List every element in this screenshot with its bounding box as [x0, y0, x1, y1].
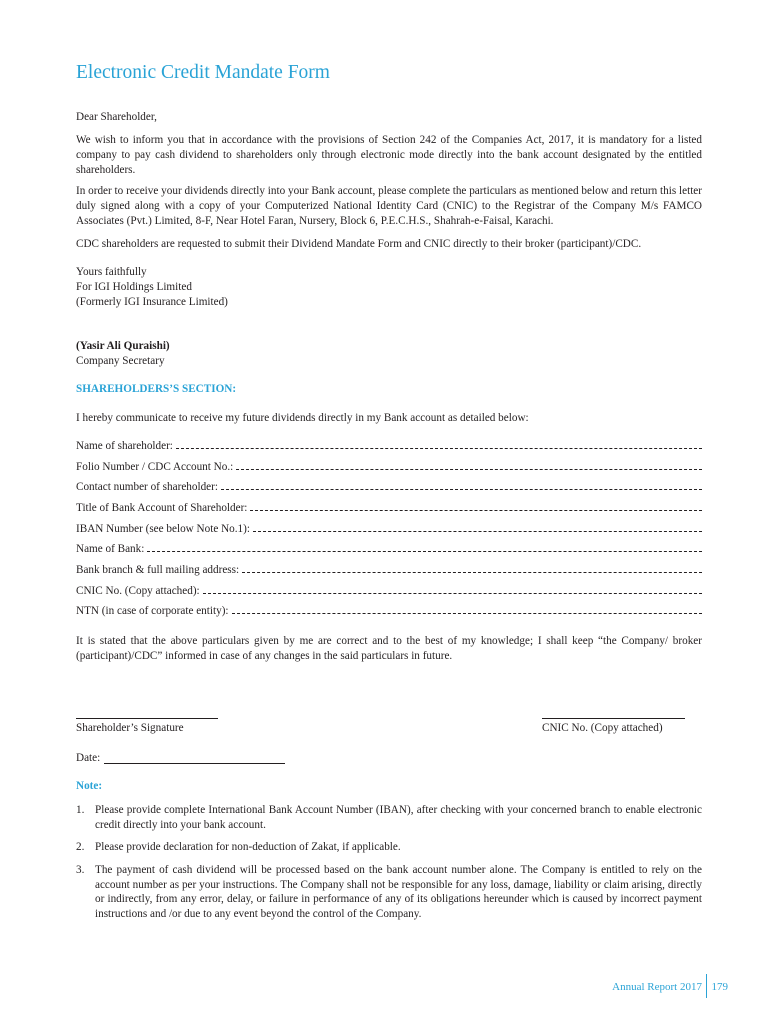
field-ntn[interactable] — [76, 605, 702, 621]
field-label: Folio Number / CDC Account No.: — [76, 461, 234, 473]
field-label: Name of shareholder: — [76, 440, 173, 452]
fill-line[interactable] — [147, 543, 702, 552]
note-number: 2. — [76, 841, 85, 853]
field-label: NTN (in case of corporate entity): — [76, 605, 229, 617]
field-label: Title of Bank Account of Shareholder: — [76, 502, 248, 514]
salutation: Dear Shareholder, — [76, 111, 157, 123]
date-label: Date: — [76, 752, 101, 764]
field-bank-name[interactable] — [76, 543, 702, 559]
section-intro: I hereby communicate to receive my future dividends directly in my Bank account as detailed below: — [76, 412, 529, 424]
field-label: Name of Bank: — [76, 543, 145, 555]
fill-line[interactable] — [253, 523, 702, 532]
company-name: For IGI Holdings Limited — [76, 281, 192, 293]
signature-label: Shareholder’s Signature — [76, 722, 184, 734]
list-item — [76, 840, 702, 855]
fill-line[interactable] — [250, 502, 702, 511]
note-text: The payment of cash dividend will be processed based on the bank account number alone. The Company is entitled to rely on the account number as per your instructions. The Company shall not be responsible for any loss, damage, liability or claim arising, directly or indirectly, from any error, delay, or failure in performance of any of its obligations hereunder which is caused by incorrect payment instructions and /or due to any event beyond the control of the Company. — [95, 864, 702, 920]
declaration-paragraph: It is stated that the above particulars given by me are correct and to the best of my knowledge; I shall keep “the Company/ broker (participant)/CDC” informed in case of any changes in the said particulars in future. — [76, 635, 702, 663]
fill-line[interactable] — [236, 461, 702, 470]
page-number: 179 — [711, 981, 728, 993]
note-text: Please provide declaration for non-deduction of Zakat, if applicable. — [95, 841, 401, 853]
field-label: Bank branch & full mailing address: — [76, 564, 240, 576]
former-name: (Formerly IGI Insurance Limited) — [76, 296, 228, 308]
form-title: Electronic Credit Mandate Form — [76, 62, 330, 83]
cnic-line[interactable] — [542, 718, 685, 719]
signatory-name: (Yasir Ali Quraishi) — [76, 340, 170, 352]
field-name-of-shareholder[interactable] — [76, 440, 702, 456]
report-name: Annual Report 2017 — [612, 981, 702, 993]
field-label: CNIC No. (Copy attached): — [76, 585, 200, 597]
page-footer — [560, 978, 730, 998]
note-heading: Note: — [76, 780, 103, 792]
fill-line[interactable] — [232, 605, 702, 614]
instructions-paragraph: In order to receive your dividends directly into your Bank account, please complete the particulars as mentioned below and return this letter duly signed along with a copy of your Computerized National Identity Card (CNIC) to the Registrar of the Company M/s FAMCO Associates (Pvt.) Limited, 8-F, Near Hotel Faran, Nursery, Block 6, P.E.C.H.S., Shahrah-e-Faisal, Karachi. — [76, 185, 702, 228]
field-bank-account-title[interactable] — [76, 502, 702, 518]
intro-paragraph: We wish to inform you that in accordance with the provisions of Section 242 of the Companies Act, 2017, it is mandatory for a listed company to pay cash dividend to shareholders only through electronic mode directly into the bank account designated by the entitled shareholders. — [76, 134, 702, 177]
field-iban-number[interactable] — [76, 523, 702, 539]
field-folio-number[interactable] — [76, 461, 702, 477]
signatory-role: Company Secretary — [76, 355, 165, 367]
fill-line[interactable] — [242, 564, 702, 573]
closing-line: Yours faithfully — [76, 266, 147, 278]
field-label: IBAN Number (see below Note No.1): — [76, 523, 250, 535]
field-contact-number[interactable] — [76, 481, 702, 497]
section-heading: SHAREHOLDERS’S SECTION: — [76, 383, 237, 395]
signature-line[interactable] — [76, 718, 218, 719]
fill-line[interactable] — [176, 440, 702, 449]
list-item — [76, 803, 702, 832]
list-item — [76, 863, 702, 921]
date-line[interactable] — [104, 763, 285, 764]
note-text: Please provide complete International Bank Account Number (IBAN), after checking with your concerned branch to enable electronic credit directly into your bank account. — [95, 804, 702, 831]
fill-line[interactable] — [221, 481, 702, 490]
field-bank-branch-address[interactable] — [76, 564, 702, 580]
field-cnic-number[interactable] — [76, 585, 702, 601]
field-label: Contact number of shareholder: — [76, 481, 218, 493]
note-number: 1. — [76, 804, 85, 816]
footer-divider — [706, 974, 707, 998]
cnic-label: CNIC No. (Copy attached) — [542, 722, 663, 734]
note-number: 3. — [76, 864, 85, 876]
cdc-paragraph: CDC shareholders are requested to submit their Dividend Mandate Form and CNIC directly to their broker (participant)/CDC. — [76, 238, 642, 250]
fill-line[interactable] — [203, 585, 702, 594]
